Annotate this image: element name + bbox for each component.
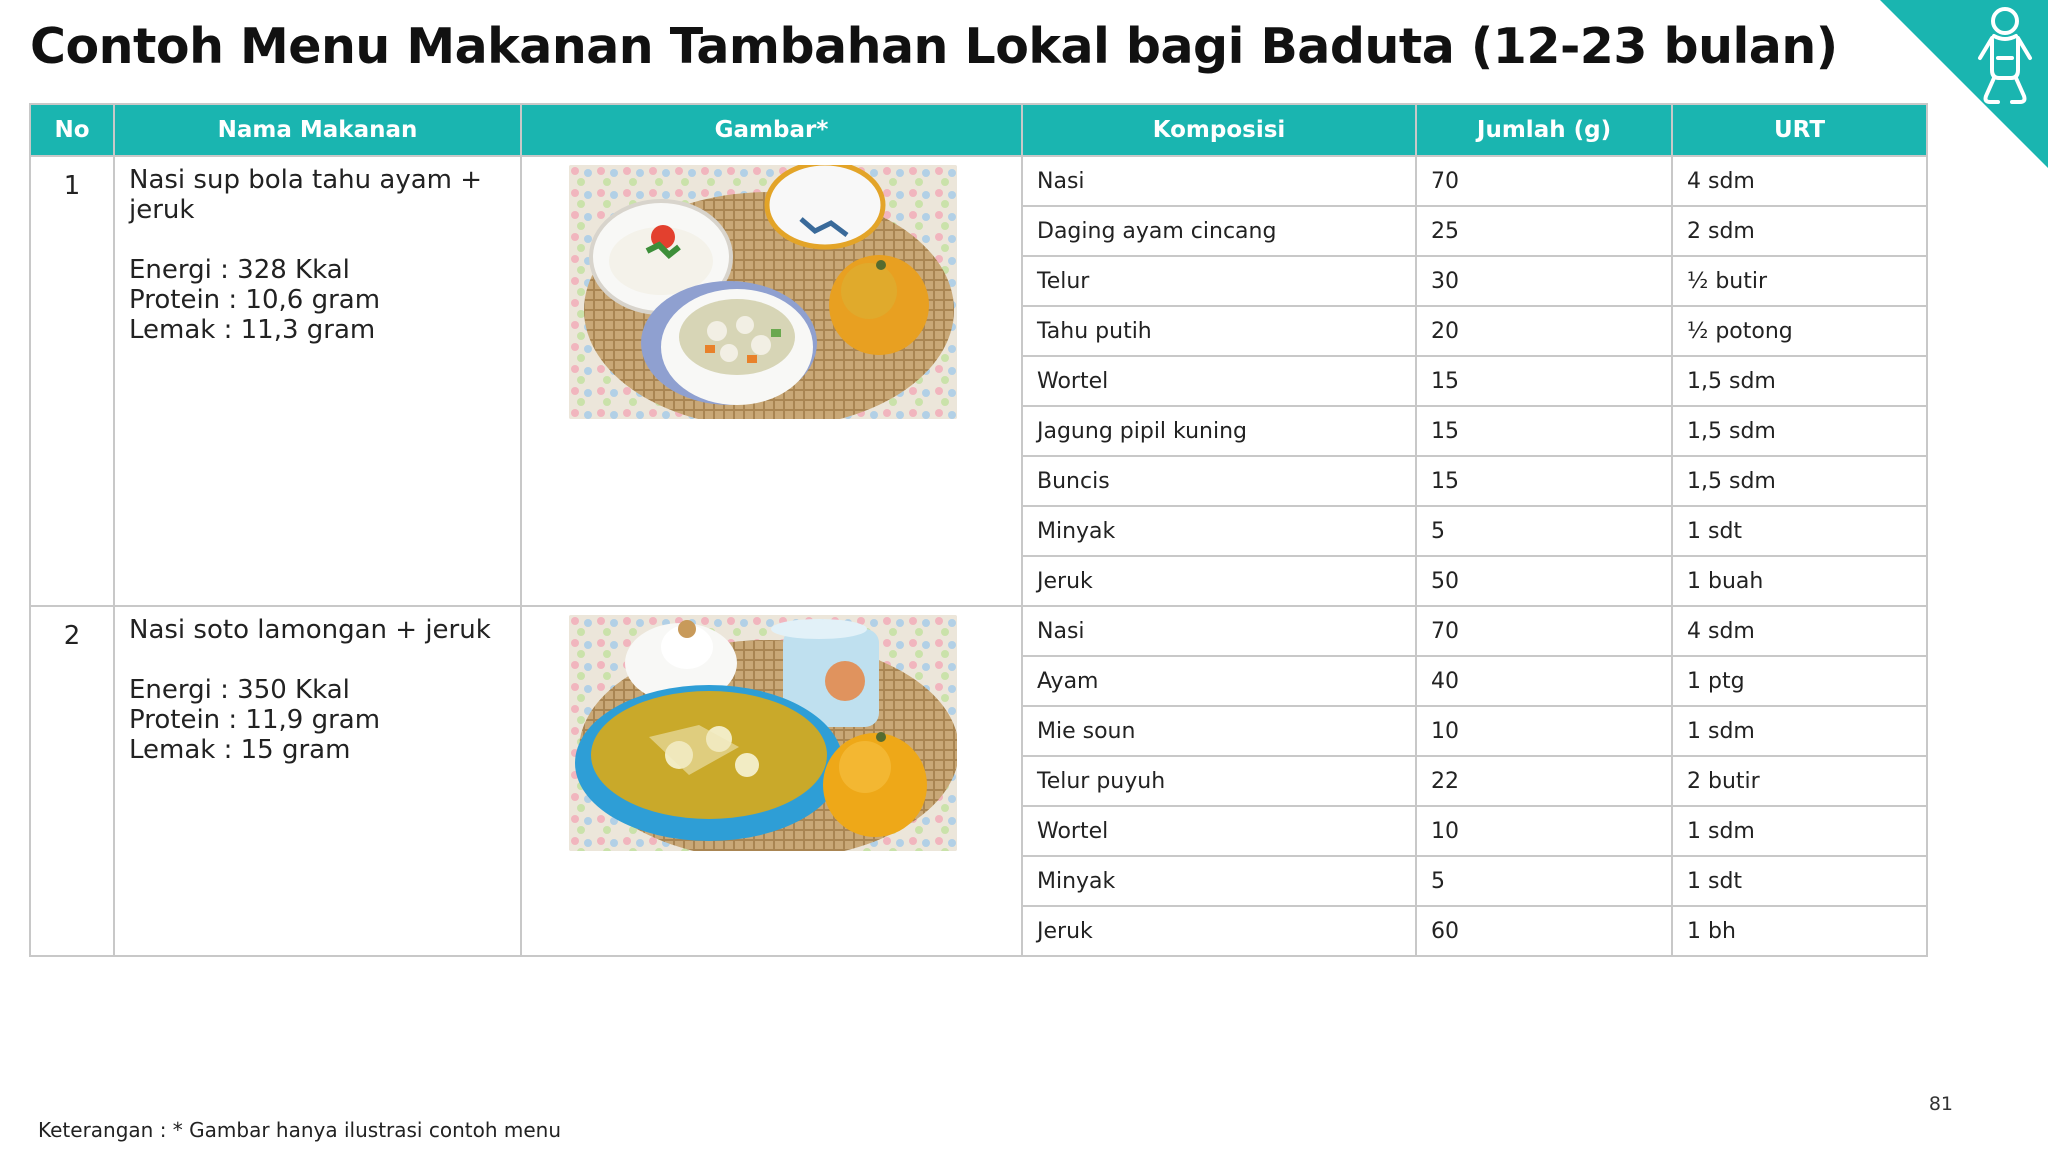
table-header-row — [30, 104, 1927, 156]
ingredient-name: Daging ayam cincang — [1022, 206, 1416, 256]
ingredient-amount: 5 — [1416, 856, 1672, 906]
ingredient-urt: 2 sdm — [1672, 206, 1927, 256]
menu-name: Nasi soto lamongan + jeruk — [129, 615, 491, 645]
footnote: Keterangan : * Gambar hanya ilustrasi contoh menu — [38, 1118, 562, 1142]
ingredient-amount: 25 — [1416, 206, 1672, 256]
ingredient-urt: ½ potong — [1672, 306, 1927, 356]
menu-number: 1 — [30, 156, 114, 606]
header-jumlah: Jumlah (g) — [1416, 104, 1672, 156]
page-title: Contoh Menu Makanan Tambahan Lokal bagi Baduta (12-23 bulan) — [30, 18, 1838, 75]
ingredient-name: Wortel — [1022, 356, 1416, 406]
menu-description — [114, 156, 521, 606]
ingredient-name: Jagung pipil kuning — [1022, 406, 1416, 456]
menu-table — [29, 103, 1928, 957]
ingredient-name: Buncis — [1022, 456, 1416, 506]
header-gambar: Gambar* — [521, 104, 1022, 156]
menu-lemak: Lemak : 15 gram — [129, 735, 351, 765]
baby-icon — [1972, 4, 2038, 106]
ingredient-name: Tahu putih — [1022, 306, 1416, 356]
ingredient-name: Mie soun — [1022, 706, 1416, 756]
ingredient-name: Jeruk — [1022, 906, 1416, 956]
page-number: 81 — [1928, 1093, 1953, 1115]
ingredient-name: Telur puyuh — [1022, 756, 1416, 806]
ingredient-amount: 70 — [1416, 606, 1672, 656]
ingredient-amount: 15 — [1416, 406, 1672, 456]
menu-number: 2 — [30, 606, 114, 956]
ingredient-urt: 4 sdm — [1672, 156, 1927, 206]
ingredient-name: Minyak — [1022, 856, 1416, 906]
ingredient-urt: 1 sdt — [1672, 506, 1927, 556]
ingredient-amount: 5 — [1416, 506, 1672, 556]
ingredient-urt: 1 buah — [1672, 556, 1927, 606]
ingredient-urt: 1 bh — [1672, 906, 1927, 956]
ingredient-amount: 15 — [1416, 356, 1672, 406]
ingredient-amount: 22 — [1416, 756, 1672, 806]
ingredient-urt: 1 ptg — [1672, 656, 1927, 706]
ingredient-urt: 1 sdm — [1672, 806, 1927, 856]
header-nama-makanan: Nama Makanan — [114, 104, 521, 156]
photo-sup-bola-tahu-ayam — [569, 165, 957, 419]
menu-description — [114, 606, 521, 956]
ingredient-urt: 1,5 sdm — [1672, 456, 1927, 506]
ingredient-amount: 40 — [1416, 656, 1672, 706]
ingredient-amount: 10 — [1416, 806, 1672, 856]
ingredient-amount: 50 — [1416, 556, 1672, 606]
photo-soto-lamongan — [569, 615, 957, 851]
ingredient-urt: 4 sdm — [1672, 606, 1927, 656]
ingredient-urt: 1,5 sdm — [1672, 356, 1927, 406]
table-row — [30, 156, 1927, 206]
menu-protein: Protein : 10,6 gram — [129, 285, 381, 315]
ingredient-name: Wortel — [1022, 806, 1416, 856]
ingredient-amount: 15 — [1416, 456, 1672, 506]
ingredient-name: Nasi — [1022, 156, 1416, 206]
ingredient-name: Jeruk — [1022, 556, 1416, 606]
ingredient-amount: 20 — [1416, 306, 1672, 356]
ingredient-name: Minyak — [1022, 506, 1416, 556]
header-no: No — [30, 104, 114, 156]
menu-image-cell — [521, 606, 1022, 956]
ingredient-urt: 1,5 sdm — [1672, 406, 1927, 456]
menu-protein: Protein : 11,9 gram — [129, 705, 381, 735]
ingredient-urt: ½ butir — [1672, 256, 1927, 306]
ingredient-amount: 70 — [1416, 156, 1672, 206]
ingredient-urt: 2 butir — [1672, 756, 1927, 806]
ingredient-name: Telur — [1022, 256, 1416, 306]
ingredient-urt: 1 sdm — [1672, 706, 1927, 756]
ingredient-urt: 1 sdt — [1672, 856, 1927, 906]
ingredient-amount: 30 — [1416, 256, 1672, 306]
menu-lemak: Lemak : 11,3 gram — [129, 315, 376, 345]
header-komposisi: Komposisi — [1022, 104, 1416, 156]
ingredient-name: Nasi — [1022, 606, 1416, 656]
menu-image-cell — [521, 156, 1022, 606]
header-urt: URT — [1672, 104, 1927, 156]
ingredient-name: Ayam — [1022, 656, 1416, 706]
table-row — [30, 606, 1927, 656]
ingredient-amount: 60 — [1416, 906, 1672, 956]
menu-energi: Energi : 328 Kkal — [129, 255, 350, 285]
ingredient-amount: 10 — [1416, 706, 1672, 756]
menu-energi: Energi : 350 Kkal — [129, 675, 350, 705]
menu-name: Nasi sup bola tahu ayam + jeruk — [129, 165, 483, 225]
